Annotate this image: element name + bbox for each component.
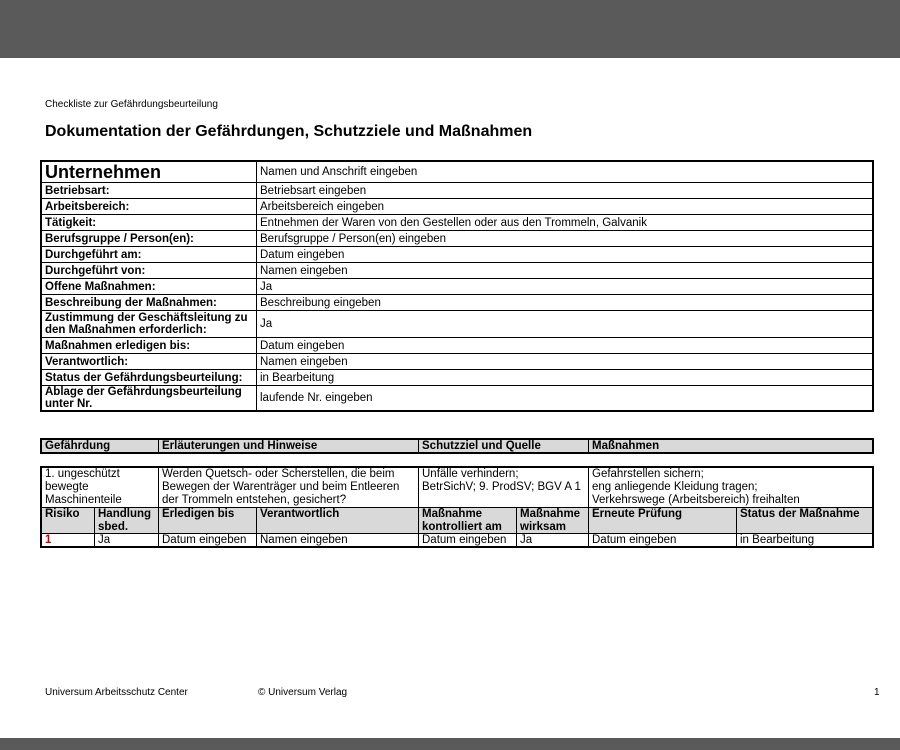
risiko-header-line-1: Risiko (45, 508, 80, 520)
arbeitsbereich-value: Arbeitsbereich eingeben (260, 200, 385, 213)
erneute-pruefung-header-line-1: Erneute Prüfung (592, 508, 683, 520)
column-header-kontrolliert-am (419, 508, 517, 533)
offene-massnahmen-value: Ja (260, 280, 273, 293)
arbeitsbereich-label: Arbeitsbereich: (42, 199, 257, 214)
status-gefaehrdungsbeurteilung-label: Status der Gefährdungsbeurteilung: (42, 370, 257, 385)
column-header-erlaeuterungen: Erläuterungen und Hinweise (159, 440, 419, 452)
ablage-label-line-1: Ablage der Gefährdungsbeurteilung (45, 386, 242, 398)
document-title: Dokumentation der Gefährdungen, Schutzziele und Maßnahmen (45, 123, 533, 140)
durchgefuehrt-von-value: Namen eingeben (260, 264, 348, 277)
handlungsbedarf-value: Ja (95, 534, 159, 546)
schutzziel-line-1: Unfälle verhindern; (422, 468, 519, 480)
durchgefuehrt-am-value: Datum eingeben (260, 248, 345, 261)
massnahmen-erledigen-bis-value: Datum eingeben (260, 339, 345, 352)
kontrolliert-am-header-line-2: kontrolliert am (422, 521, 502, 533)
durchgefuehrt-von-row (42, 263, 872, 279)
erlaeuterungen-line-2: Bewegen der Warenträger und beim Entleeren (162, 481, 400, 493)
gefaehrdung-cell (42, 468, 159, 507)
offene-massnahmen-row (42, 279, 872, 295)
hazard-entry-table (40, 466, 874, 548)
durchgefuehrt-von-label: Durchgeführt von: (42, 263, 257, 278)
verantwortlich-value: Namen eingeben (257, 534, 419, 546)
schutzziel-cell (419, 468, 589, 507)
massnahmen-line-1: Gefahrstellen sichern; (592, 468, 704, 480)
massnahmen-erledigen-bis-row (42, 338, 872, 354)
erledigen-bis-value: Datum eingeben (159, 534, 257, 546)
company-heading-row (42, 162, 872, 183)
zustimmung-label-line-2: den Maßnahmen erforderlich: (45, 324, 207, 336)
footer-publisher-center: Universum Arbeitsschutz Center (45, 687, 188, 698)
company-info-table (40, 160, 874, 412)
ablage-nr-value: laufende Nr. eingeben (260, 392, 373, 404)
column-header-gefaehrdung: Gefährdung (42, 440, 159, 452)
viewer-top-bar (0, 0, 900, 58)
massnahmen-cell (589, 468, 872, 507)
berufsgruppe-row (42, 231, 872, 247)
wirksam-value: Ja (517, 534, 589, 546)
wirksam-header-line-1: Maßnahme (520, 508, 581, 520)
ablage-nr-label (42, 386, 257, 410)
column-header-massnahmen: Maßnahmen (592, 440, 660, 452)
column-header-erneute-pruefung (589, 508, 737, 533)
status-gefaehrdungsbeurteilung-row (42, 370, 872, 386)
hazard-table-header (40, 438, 874, 454)
beschreibung-massnahmen-row (42, 295, 872, 311)
column-header-risiko (42, 508, 95, 533)
betriebsart-value: Betriebsart eingeben (260, 184, 367, 197)
schutzziel-line-2: BetrSichV; 9. ProdSV; BGV A 1 (422, 481, 581, 493)
beschreibung-massnahmen-value: Beschreibung eingeben (260, 296, 381, 309)
verantwortlich-row (42, 354, 872, 370)
taetigkeit-row (42, 215, 872, 231)
verantwortlich-header-line-1: Verantwortlich (260, 508, 340, 520)
betriebsart-label: Betriebsart: (42, 183, 257, 198)
verantwortlich-label: Verantwortlich: (42, 354, 257, 369)
status-gefaehrdungsbeurteilung-value: in Bearbeitung (260, 371, 335, 384)
erlaeuterungen-cell (159, 468, 419, 507)
erneute-pruefung-value: Datum eingeben (589, 534, 737, 546)
erledigen-bis-header-line-1: Erledigen bis (162, 508, 235, 520)
company-name-address-value: Namen und Anschrift eingeben (260, 166, 418, 178)
offene-massnahmen-label: Offene Maßnahmen: (42, 279, 257, 294)
measures-value-row (42, 534, 872, 546)
column-header-handlungsbedarf (95, 508, 159, 533)
taetigkeit-label: Tätigkeit: (42, 215, 257, 230)
zustimmung-geschaeftsleitung-row (42, 311, 872, 338)
taetigkeit-value: Entnehmen der Waren von den Gestellen oder aus den Trommeln, Galvanik (260, 216, 647, 229)
viewer-bottom-bar (0, 738, 900, 750)
hazard-entry-row (42, 468, 872, 508)
durchgefuehrt-am-row (42, 247, 872, 263)
kontrolliert-am-value: Datum eingeben (419, 534, 517, 546)
erlaeuterungen-line-1: Werden Quetsch- oder Scherstellen, die beim (162, 468, 395, 480)
gefaehrdung-line-1: 1. ungeschützt (45, 468, 120, 480)
zustimmung-geschaeftsleitung-label (42, 311, 257, 337)
company-heading: Unternehmen (42, 162, 257, 182)
ablage-label-line-2: unter Nr. (45, 398, 93, 410)
footer-copyright: © Universum Verlag (258, 687, 348, 698)
arbeitsbereich-row (42, 199, 872, 215)
gefaehrdung-line-2: bewegte (45, 481, 89, 493)
betriebsart-row (42, 183, 872, 199)
ablage-nr-row (42, 386, 872, 410)
column-header-status-massnahme (737, 508, 872, 533)
durchgefuehrt-am-label: Durchgeführt am: (42, 247, 257, 262)
beschreibung-massnahmen-label: Beschreibung der Maßnahmen: (42, 295, 257, 310)
gefaehrdung-line-3: Maschinenteile (45, 494, 122, 506)
column-header-erledigen-bis (159, 508, 257, 533)
measures-header-row (42, 508, 872, 534)
footer-page-number: 1 (874, 687, 880, 698)
berufsgruppe-label: Berufsgruppe / Person(en): (42, 231, 257, 246)
status-massnahme-header-line-1: Status der Maßnahme (740, 508, 860, 520)
kontrolliert-am-header-line-1: Maßnahme (422, 508, 483, 520)
massnahmen-line-2: eng anliegende Kleidung tragen; (592, 481, 758, 493)
status-massnahme-value: in Bearbeitung (740, 534, 815, 546)
document-subtitle: Checkliste zur Gefährdungsbeurteilung (45, 99, 218, 110)
handlungsbedarf-header-line-2: sbed. (98, 521, 129, 533)
wirksam-header-line-2: wirksam (520, 521, 567, 533)
erlaeuterungen-line-3: der Trommeln entstehen, gesichert? (162, 494, 347, 506)
massnahmen-line-3: Verkehrswege (Arbeitsbereich) freihalten (592, 494, 800, 506)
berufsgruppe-value: Berufsgruppe / Person(en) eingeben (260, 232, 447, 245)
column-header-wirksam (517, 508, 589, 533)
massnahmen-erledigen-bis-label: Maßnahmen erledigen bis: (42, 338, 257, 353)
verantwortlich-value: Namen eingeben (260, 355, 348, 368)
column-header-schutzziel: Schutzziel und Quelle (419, 440, 589, 452)
zustimmung-geschaeftsleitung-value: Ja (260, 318, 273, 330)
risiko-value: 1 (42, 534, 95, 546)
document-page[interactable] (0, 58, 900, 738)
column-header-verantwortlich (257, 508, 419, 533)
zustimmung-label-line-1: Zustimmung der Geschäftsleitung zu (45, 312, 248, 324)
handlungsbedarf-header-line-1: Handlung (98, 508, 152, 520)
